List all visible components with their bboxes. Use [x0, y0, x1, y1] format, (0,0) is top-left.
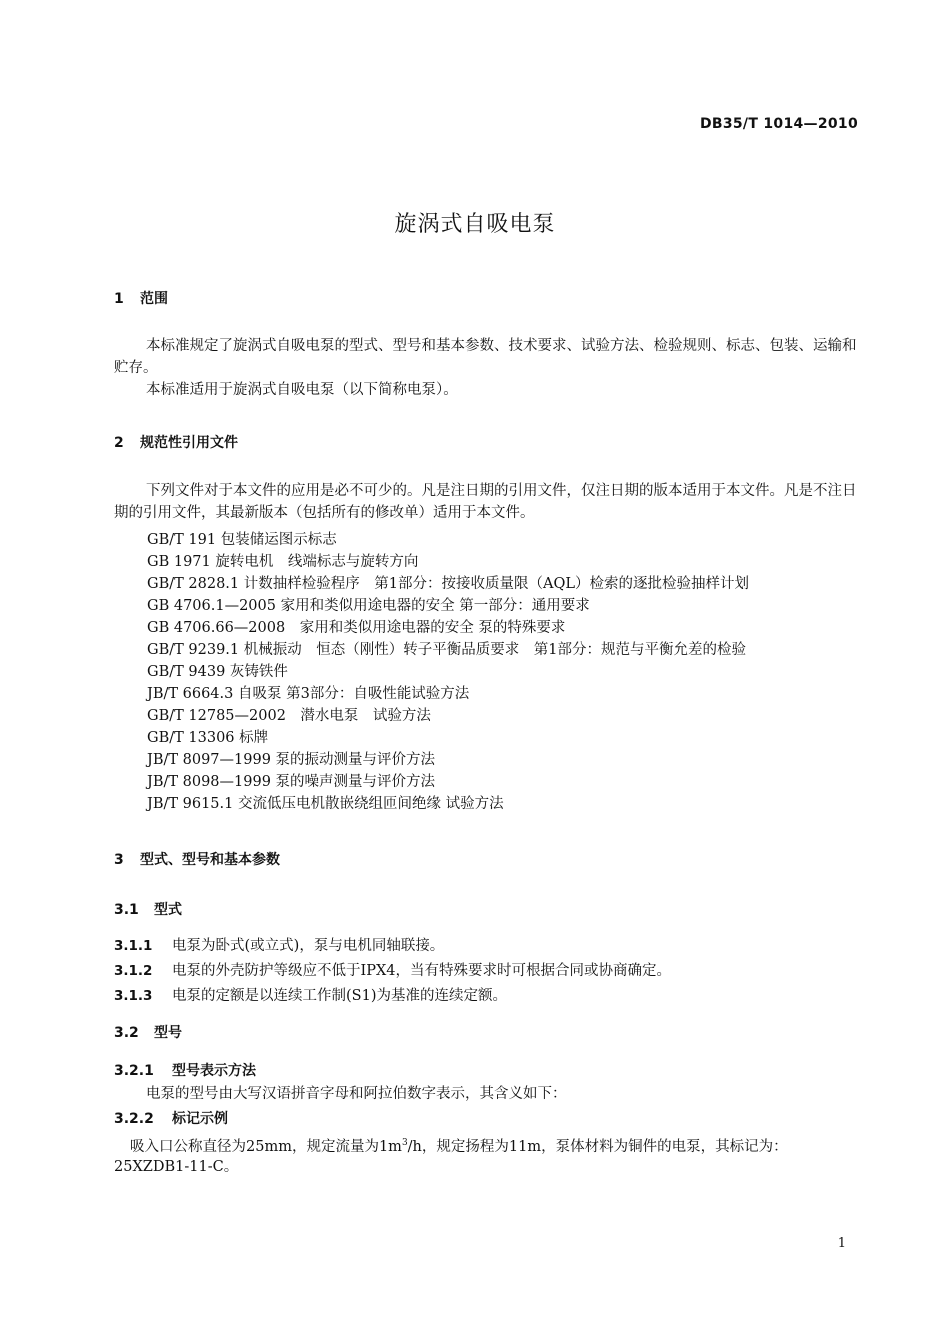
- clause-number: 3.2.1: [114, 1063, 154, 1079]
- section-1-heading: [114, 288, 168, 308]
- subsection-number: 3.2: [114, 1025, 139, 1041]
- subsection-3-2-heading: [114, 1022, 182, 1042]
- clause-number: 3.2.2: [114, 1111, 154, 1127]
- marking-example-line-2: 25XZDB1-11-C。: [114, 1159, 239, 1175]
- reference-item: GB/T 9439 灰铸铁件: [147, 664, 288, 680]
- reference-item: GB 1971 旋转电机 线端标志与旋转方向: [147, 554, 419, 570]
- superscript-3: 3: [401, 1138, 408, 1148]
- reference-item: GB/T 12785—2002 潜水电泵 试验方法: [147, 708, 431, 724]
- subsection-number: 3.1: [114, 902, 139, 918]
- clause-3-1-2: [114, 959, 671, 980]
- section-2-heading: [114, 432, 238, 452]
- references-intro: 下列文件对于本文件的应用是必不可少的。凡是注日期的引用文件，仅注日期的版本适用于本文件。凡是不注日期的引用文件，其最新版本（包括所有的修改单）适用于本文件。: [114, 483, 857, 521]
- clause-3-2-1-heading: [114, 1060, 256, 1080]
- model-notation-text: 电泵的型号由大写汉语拼音字母和阿拉伯数字表示，其含义如下：: [146, 1086, 567, 1102]
- scope-paragraph-1: 本标准规定了旋涡式自吸电泵的型式、型号和基本参数、技术要求、试验方法、检验规则、标志、包装、运输和贮存。: [114, 338, 857, 376]
- reference-item: JB/T 8098—1999 泵的噪声测量与评价方法: [147, 774, 436, 790]
- standard-number: DB35/T 1014—2010: [699, 116, 858, 132]
- clause-title: 标记示例: [172, 1111, 228, 1127]
- reference-item: GB/T 13306 标牌: [147, 730, 269, 746]
- clause-text: 电泵为卧式(或立式)，泵与电机同轴联接。: [172, 938, 445, 954]
- section-number: 3: [114, 852, 124, 868]
- section-3-heading: [114, 849, 280, 869]
- clause-number: 3.1.3: [114, 988, 153, 1004]
- reference-item: GB/T 2828.1 计数抽样检验程序 第1部分：按接收质量限（AQL）检索的逐批检验抽样计划: [147, 576, 749, 592]
- clause-3-2-2-heading: [114, 1108, 228, 1128]
- clause-3-1-3: [114, 984, 507, 1005]
- clause-text: 电泵的外壳防护等级应不低于IPX4，当有特殊要求时可根据合同或协商确定。: [172, 963, 672, 979]
- example-text-a: 吸入口公称直径为25mm，规定流量为1m: [130, 1138, 402, 1155]
- clause-number: 3.1.2: [114, 963, 153, 979]
- clause-3-1-1: [114, 934, 444, 955]
- example-text-b: /h，规定扬程为11m，泵体材料为铜件的电泵，其标记为：: [407, 1138, 788, 1155]
- document-title: 旋涡式自吸电泵: [394, 212, 556, 237]
- reference-item: GB/T 191 包装储运图示标志: [147, 532, 337, 548]
- reference-item: JB/T 6664.3 自吸泵 第3部分：自吸性能试验方法: [147, 686, 470, 702]
- reference-item: GB 4706.66—2008 家用和类似用途电器的安全 泵的特殊要求: [147, 620, 566, 636]
- marking-example-line-1: [130, 1132, 788, 1158]
- reference-item: JB/T 9615.1 交流低压电机散嵌绕组匝间绝缘 试验方法: [147, 796, 504, 812]
- section-title: 规范性引用文件: [140, 435, 238, 451]
- reference-item: JB/T 8097—1999 泵的振动测量与评价方法: [147, 752, 436, 768]
- subsection-title: 型式: [154, 902, 182, 918]
- section-number: 1: [114, 291, 124, 307]
- section-number: 2: [114, 435, 124, 451]
- section-title: 范围: [140, 291, 168, 307]
- page-number: 1: [837, 1236, 846, 1251]
- reference-item: GB/T 9239.1 机械振动 恒态（刚性）转子平衡品质要求 第1部分：规范与平衡允差的检验: [147, 642, 746, 658]
- clause-title: 型号表示方法: [172, 1063, 256, 1079]
- subsection-title: 型号: [154, 1025, 182, 1041]
- scope-paragraph-2: 本标准适用于旋涡式自吸电泵（以下简称电泵）。: [146, 382, 458, 398]
- clause-number: 3.1.1: [114, 938, 153, 954]
- clause-text: 电泵的定额是以连续工作制(S1)为基准的连续定额。: [172, 988, 507, 1004]
- section-title: 型式、型号和基本参数: [140, 852, 280, 868]
- subsection-3-1-heading: [114, 899, 182, 919]
- reference-item: GB 4706.1—2005 家用和类似用途电器的安全 第一部分：通用要求: [147, 598, 590, 614]
